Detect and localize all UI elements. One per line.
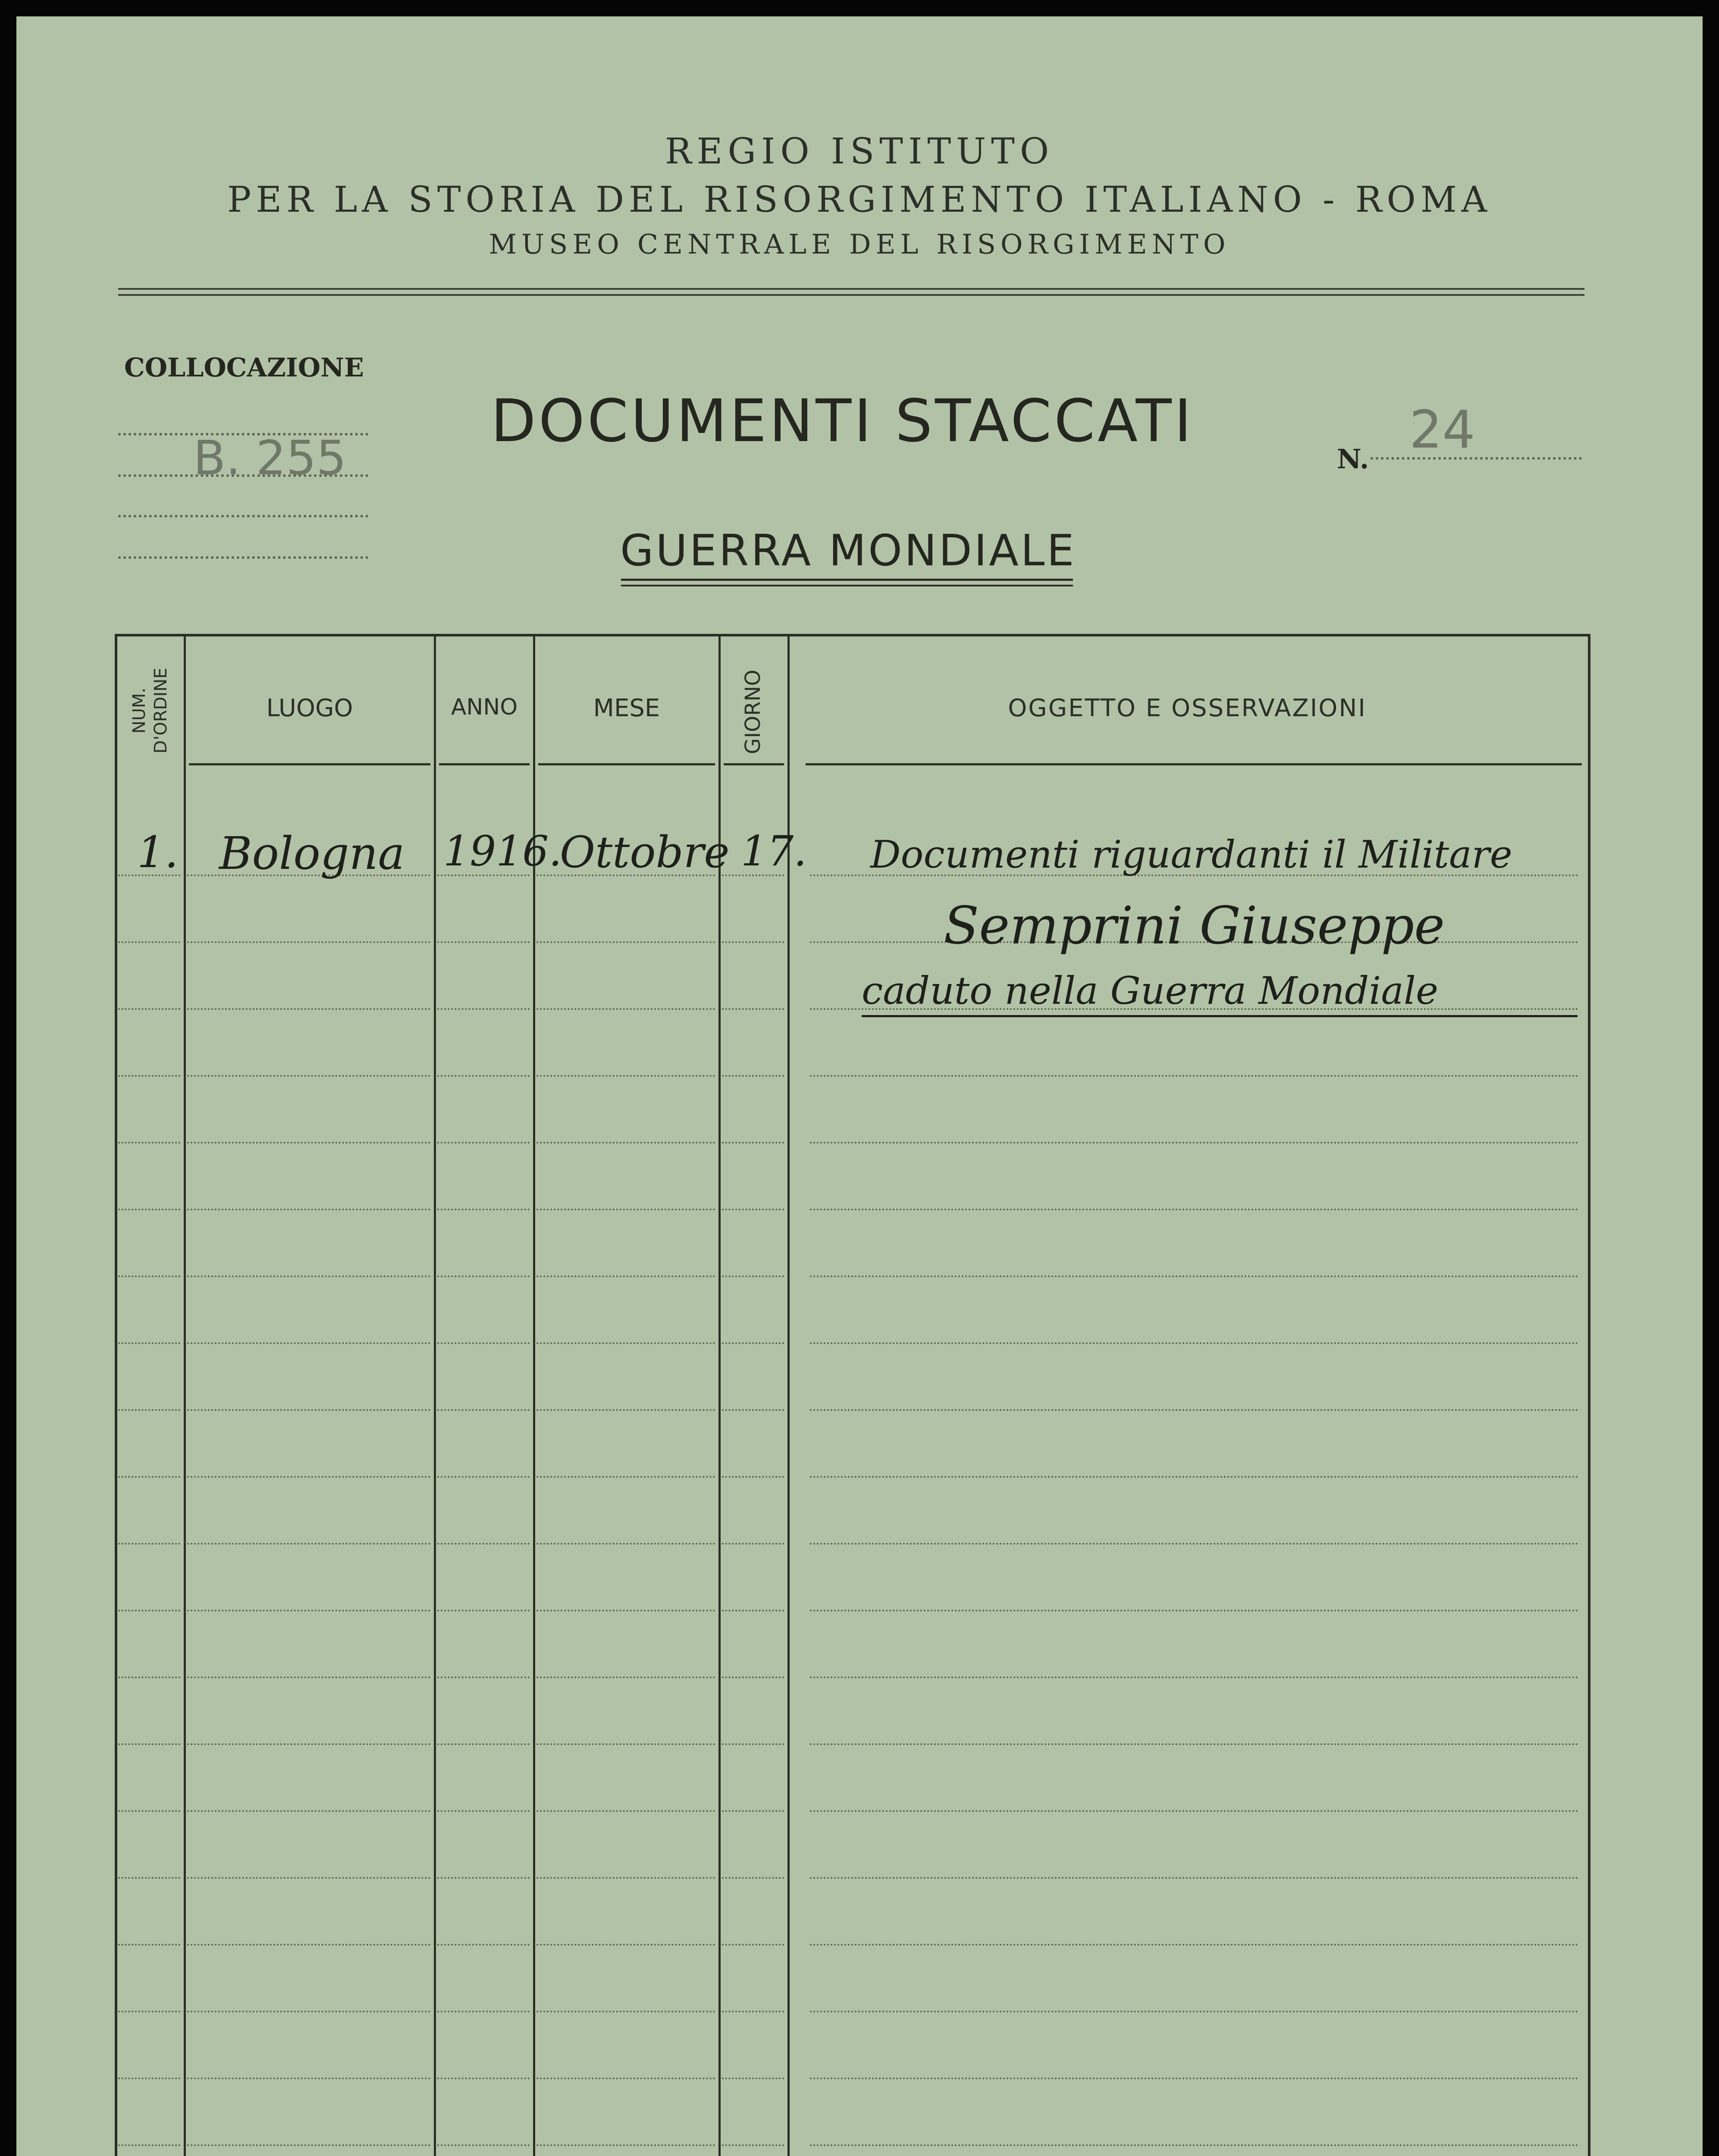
table-row-line xyxy=(536,1342,715,1344)
entry-giorno: 17. xyxy=(741,827,807,875)
number-line xyxy=(1371,457,1582,460)
table-row-line xyxy=(437,1209,530,1210)
table-row-line xyxy=(187,2011,430,2012)
institute-name: REGIO ISTITUTO xyxy=(665,131,1054,172)
table-row-line xyxy=(437,1075,530,1077)
entry-anno: 1916. xyxy=(443,827,562,875)
column-header-anno: ANNO xyxy=(451,694,518,720)
collocazione-line xyxy=(118,556,368,559)
table-row-line xyxy=(437,1810,530,1812)
table-row-line xyxy=(722,1008,784,1010)
table-row-line xyxy=(536,1409,715,1411)
table-row-line xyxy=(118,1008,180,1010)
column-header-num xyxy=(129,642,172,780)
table-row-line xyxy=(437,2011,530,2012)
table-row-line xyxy=(187,1743,430,1745)
table-row-line xyxy=(722,2078,784,2079)
table-row-line xyxy=(722,1877,784,1879)
collocazione-line xyxy=(118,474,368,477)
table-row-line xyxy=(722,1944,784,1946)
number-label: N. xyxy=(1337,443,1369,475)
table-row-line xyxy=(118,1877,180,1879)
table-row-line xyxy=(118,1543,180,1545)
table-row-line xyxy=(437,1610,530,1611)
table-row-line xyxy=(810,1610,1578,1611)
column-divider xyxy=(434,634,436,2156)
table-row-line xyxy=(187,1810,430,1812)
table-row-line xyxy=(810,1209,1578,1210)
table-row-line xyxy=(536,2011,715,2012)
institute-subtitle: PER LA STORIA DEL RISORGIMENTO ITALIANO - ROMA xyxy=(227,179,1492,220)
table-row-line xyxy=(187,941,430,943)
table-row-line xyxy=(810,1409,1578,1411)
table-row-line xyxy=(810,1543,1578,1545)
table-row-line xyxy=(536,2078,715,2079)
table-row-line xyxy=(722,1342,784,1344)
table-row-line xyxy=(536,1008,715,1010)
table-row-line xyxy=(187,1075,430,1077)
table-row-line xyxy=(722,1610,784,1611)
table-row-line xyxy=(118,1275,180,1277)
table-row-line xyxy=(118,2144,180,2146)
table-row-line xyxy=(437,1677,530,1678)
document-sheet xyxy=(16,16,1703,2156)
table-row-line xyxy=(437,2144,530,2146)
table-row-line xyxy=(810,1476,1578,1478)
museum-name: MUSEO CENTRALE DEL RISORGIMENTO xyxy=(489,229,1230,260)
table-row-line xyxy=(118,2078,180,2079)
table-row-line xyxy=(722,1209,784,1210)
table-row-line xyxy=(536,1810,715,1812)
table-row-line xyxy=(437,1944,530,1946)
table-row-line xyxy=(536,1075,715,1077)
table-row-line xyxy=(187,1877,430,1879)
table-row-line xyxy=(810,1877,1578,1879)
entry-oggetto-line: Semprini Giuseppe xyxy=(944,896,1445,956)
table-row-line xyxy=(187,1409,430,1411)
entry-underline xyxy=(862,1015,1578,1017)
table-row-line xyxy=(536,941,715,943)
subtitle-underline xyxy=(621,585,1073,586)
table-row-line xyxy=(810,1075,1578,1077)
table-row-line xyxy=(810,2078,1578,2079)
heading-rule xyxy=(189,763,430,765)
table-row-line xyxy=(118,1209,180,1210)
table-row-line xyxy=(118,2011,180,2012)
header-rule-top xyxy=(118,288,1584,290)
table-row-line xyxy=(437,1476,530,1478)
table-row-line xyxy=(810,2011,1578,2012)
table-row-line xyxy=(118,1075,180,1077)
collocazione-label: COLLOCAZIONE xyxy=(124,353,364,383)
table-row-line xyxy=(437,1342,530,1344)
column-header-num-line: NUM. xyxy=(129,687,149,734)
table-row-line xyxy=(536,1142,715,1144)
document-title: DOCUMENTI STACCATI xyxy=(491,387,1194,455)
table-row-line xyxy=(187,1543,430,1545)
table-row-line xyxy=(187,1677,430,1678)
column-header-mese: MESE xyxy=(593,694,660,722)
table-row-line xyxy=(118,1944,180,1946)
entry-oggetto-line: caduto nella Guerra Mondiale xyxy=(862,968,1439,1013)
table-row-line xyxy=(536,1877,715,1879)
column-header-giorno: GIORNO xyxy=(741,669,765,755)
table-row-line xyxy=(722,1075,784,1077)
entry-mese: Ottobre xyxy=(560,827,730,877)
table-row-line xyxy=(722,1275,784,1277)
table-row-line xyxy=(536,1476,715,1478)
table-row-line xyxy=(187,1142,430,1144)
table-row-line xyxy=(722,941,784,943)
table-row-line xyxy=(187,1275,430,1277)
table-row-line xyxy=(810,1342,1578,1344)
table-row-line xyxy=(118,1409,180,1411)
table-row-line xyxy=(437,1409,530,1411)
table-row-line xyxy=(437,1275,530,1277)
heading-rule xyxy=(439,763,530,765)
subtitle-underline xyxy=(621,579,1073,581)
table-row-line xyxy=(187,2078,430,2079)
table-row-line xyxy=(187,1944,430,1946)
table-row-line xyxy=(118,941,180,943)
table-row-line xyxy=(187,1476,430,1478)
table-row-line xyxy=(187,2144,430,2146)
table-row-line xyxy=(536,1543,715,1545)
table-row-line xyxy=(810,1944,1578,1946)
table-row-line xyxy=(810,1142,1578,1144)
table-row-line xyxy=(118,1342,180,1344)
table-row-line xyxy=(536,1677,715,1678)
table-row-line xyxy=(187,1008,430,1010)
table-row-line xyxy=(810,1810,1578,1812)
table-row-line xyxy=(118,1476,180,1478)
table-row-line xyxy=(118,1677,180,1678)
table-row-line xyxy=(722,1810,784,1812)
table-row-line xyxy=(722,1677,784,1678)
table-row-line xyxy=(118,1810,180,1812)
table-row-line xyxy=(536,1610,715,1611)
table-row-line xyxy=(118,1142,180,1144)
table-row-line xyxy=(810,1743,1578,1745)
column-divider xyxy=(184,634,186,2156)
table-row-line xyxy=(437,1743,530,1745)
table-row-line xyxy=(722,1476,784,1478)
table-row-line xyxy=(536,1275,715,1277)
entry-number: 1. xyxy=(137,827,179,877)
column-header-luogo: LUOGO xyxy=(266,694,353,722)
heading-rule xyxy=(538,763,715,765)
table-row-line xyxy=(722,1142,784,1144)
table-row-line xyxy=(437,1142,530,1144)
table-row-line xyxy=(536,1209,715,1210)
heading-rule xyxy=(806,763,1582,765)
number-value: 24 xyxy=(1409,400,1475,460)
table-row-line xyxy=(810,1275,1578,1277)
table-row-line xyxy=(536,1743,715,1745)
table-row-line xyxy=(187,1209,430,1210)
table-row-line xyxy=(118,1743,180,1745)
table-row-line xyxy=(722,2011,784,2012)
table-row-line xyxy=(810,1677,1578,1678)
table-row-line xyxy=(722,2144,784,2146)
table-row-line xyxy=(437,1543,530,1545)
table-row-line xyxy=(437,1877,530,1879)
table-row-line xyxy=(536,2144,715,2146)
collocazione-line xyxy=(118,515,368,517)
table-row-line xyxy=(437,2078,530,2079)
table-row-line xyxy=(187,1342,430,1344)
table-row-line xyxy=(810,2144,1578,2146)
table-row-line xyxy=(536,1944,715,1946)
table-row-line xyxy=(437,941,530,943)
table-row-line xyxy=(722,1409,784,1411)
column-header-num-line: D'ORDINE xyxy=(151,667,171,754)
table-row-line xyxy=(722,1543,784,1545)
table-row-line xyxy=(118,1610,180,1611)
header-rule-bottom xyxy=(118,294,1584,296)
collocazione-value: B. 255 xyxy=(193,430,347,486)
table-row-line xyxy=(722,1743,784,1745)
table-row-line xyxy=(187,1610,430,1611)
table-row-line xyxy=(437,1008,530,1010)
column-header-oggetto: OGGETTO E OSSERVAZIONI xyxy=(1008,694,1367,722)
entry-oggetto-line: Documenti riguardanti il Militare xyxy=(870,832,1512,877)
document-subtitle: GUERRA MONDIALE xyxy=(620,525,1076,576)
entry-luogo: Bologna xyxy=(219,827,405,880)
